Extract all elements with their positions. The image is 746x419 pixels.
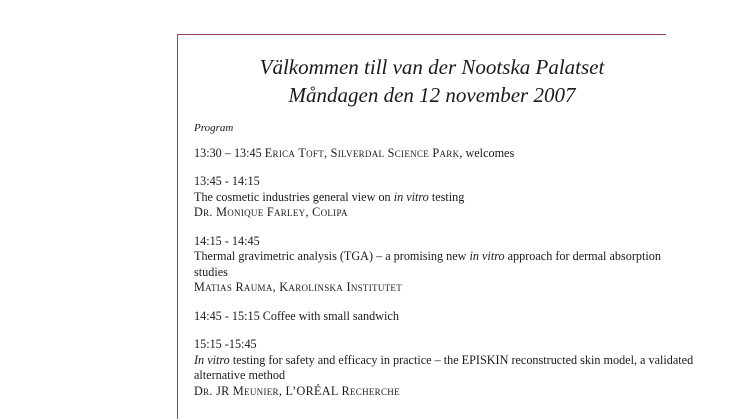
program-label: Program — [194, 122, 234, 134]
item-note: Coffee with small sandwich — [262, 308, 399, 323]
date-title: Måndagen den 12 november 2007 — [288, 83, 576, 107]
item-time: 14:45 - 15:15 — [194, 308, 260, 323]
topic-text: approach for dermal absorption studies — [194, 249, 661, 279]
item-time: 14:15 - 14:45 — [194, 233, 260, 248]
program-item — [194, 234, 694, 296]
item-time: 13:45 - 14:15 — [194, 174, 260, 188]
item-speaker: Erica Toft, Silverdal Science Park — [264, 145, 460, 160]
item-speaker: Dr. Monique Farley, Colipa — [194, 205, 348, 219]
topic-italic: in vitro — [469, 249, 505, 263]
topic-italic: In vitro — [194, 352, 230, 367]
topic-text: The cosmetic industries general view on — [194, 189, 394, 204]
program-item — [194, 174, 694, 221]
topic-text: Thermal gravimetric analysis (TGA) – a promising new — [194, 249, 470, 263]
topic-text: testing — [428, 189, 465, 204]
welcome-title: Välkommen till van der Nootska Palatset — [259, 55, 605, 79]
item-topic — [194, 249, 694, 280]
item-speaker: Dr. JR Meunier, L’ORÉAL Recherche — [194, 383, 400, 398]
item-topic — [194, 353, 694, 384]
item-note: , welcomes — [459, 145, 515, 160]
program-content — [194, 121, 694, 412]
topic-italic: in vitro — [393, 189, 429, 204]
topic-text: testing for safety and efficacy in practice – the EPISKIN reconstructed skin model, a validated alternative method — [194, 352, 694, 382]
program-item — [194, 337, 694, 399]
item-time: 15:15 -15:45 — [194, 337, 257, 351]
item-speaker: Matias Rauma, Karolinska Institutet — [194, 280, 403, 294]
program-item — [194, 309, 694, 325]
item-topic — [194, 190, 694, 206]
program-item — [194, 146, 694, 162]
item-time: 13:30 – 13:45 — [194, 145, 262, 160]
